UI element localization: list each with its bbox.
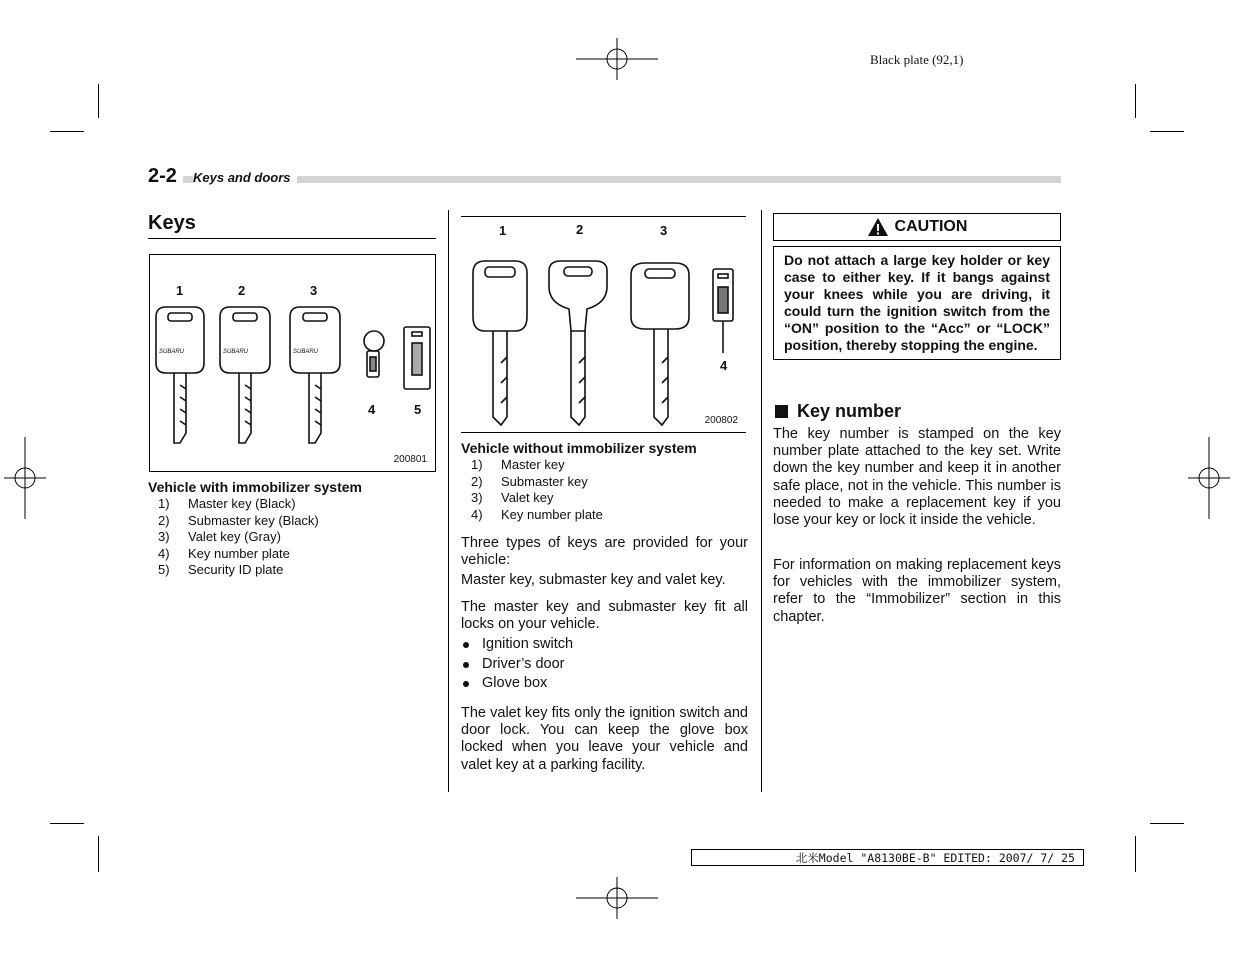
figure-keys-no-immobilizer xyxy=(461,216,746,433)
bullet-item: Ignition switch xyxy=(461,635,573,655)
caution-title: CAUTION xyxy=(894,218,968,235)
paragraph-key-number: The key number is stamped on the key number plate attached to the key set. Write down the key number and keep it in another safe place, not in the vehicle. This number is needed to make a replacement key if you lose your key or lock it inside the vehicle. xyxy=(773,426,1061,529)
list-item: 2) Submaster key (Black) xyxy=(158,512,319,528)
list-item: 3) Valet key xyxy=(471,490,554,505)
lock-bullet-list xyxy=(461,635,573,694)
fig2-label-2: 2 xyxy=(576,222,584,237)
paragraph-key-types: Three types of keys are provided for your vehicle: xyxy=(461,535,748,569)
svg-text:SUBARU: SUBARU xyxy=(293,349,319,355)
bullet-item: Glove box xyxy=(461,674,573,694)
key-list-immobilizer xyxy=(148,496,319,579)
svg-text:SUBARU: SUBARU xyxy=(223,349,249,355)
square-bullet-icon xyxy=(775,405,788,418)
registration-mark-bottom xyxy=(576,877,658,919)
list-item: 1) Master key (Black) xyxy=(158,496,296,511)
title-underline xyxy=(148,238,436,239)
fig1-label-3: 3 xyxy=(310,283,318,298)
fig1-label-5: 5 xyxy=(414,402,422,417)
svg-text:SUBARU: SUBARU xyxy=(159,349,185,355)
paragraph-replacement-keys: For information on making replacement keys for vehicles with the immobilizer system, refer to the “Immobilizer” section in this chapter. xyxy=(773,557,1061,625)
fig1-label-2: 2 xyxy=(238,283,246,298)
page-number: 2-2 xyxy=(148,164,183,188)
paragraph-key-list: Master key, submaster key and valet key. xyxy=(461,572,726,588)
caution-text: Do not attach a large key holder or key case to either key. If it bangs against your knees while you are driving, it could turn the ignition switch from the “ON” position to the “Acc” or “LOCK” position, thereby stopping the engine. xyxy=(773,246,1061,360)
section-title: Keys and doors xyxy=(193,170,297,186)
column-divider-1 xyxy=(448,210,449,792)
bullet-item: Driver’s door xyxy=(461,655,573,675)
paragraph-master-keys: The master key and submaster key fit all locks on your vehicle. xyxy=(461,599,748,633)
list-item: 2) Submaster key xyxy=(471,473,588,489)
fig2-label-3: 3 xyxy=(660,223,668,238)
list-item: 3) Valet key (Gray) xyxy=(158,529,281,544)
registration-mark-left xyxy=(4,437,46,519)
figure-code: 200801 xyxy=(393,454,427,465)
fig1-label-4: 4 xyxy=(368,402,376,417)
registration-mark-top xyxy=(576,38,658,80)
key-number-heading xyxy=(775,401,901,422)
list-item: 4) Key number plate xyxy=(158,545,290,561)
keys-illustration xyxy=(150,255,435,471)
list-item: 1) Master key xyxy=(471,457,565,472)
registration-mark-right xyxy=(1188,437,1230,519)
column-divider-2 xyxy=(761,210,762,792)
figure-keys-immobilizer xyxy=(149,254,436,472)
list-item: 5) Security ID plate xyxy=(158,562,284,577)
paragraph-valet-key: The valet key fits only the ignition switch and door lock. You can keep the glove box locked when you leave your vehicle and valet key at a parking facility. xyxy=(461,705,748,773)
figure-caption: Vehicle with immobilizer system xyxy=(148,479,362,495)
figure-caption-2: Vehicle without immobilizer system xyxy=(461,440,697,456)
page-title: Keys xyxy=(148,212,196,234)
figure-code-2: 200802 xyxy=(704,415,738,426)
warning-icon xyxy=(867,217,889,237)
key-number-title: Key number xyxy=(797,401,902,421)
fig2-label-4: 4 xyxy=(720,358,728,373)
caution-header xyxy=(773,213,1061,241)
key-list-no-immobilizer xyxy=(461,457,603,523)
fig2-label-1: 1 xyxy=(499,223,507,238)
plate-text: Black plate (92,1) xyxy=(870,52,964,67)
fig1-label-1: 1 xyxy=(176,283,184,298)
footer-edit-info: 北米Model "A8130BE-B" EDITED: 2007/ 7/ 25 xyxy=(691,849,1084,866)
list-item: 4) Key number plate xyxy=(471,506,603,522)
keys-illustration-2 xyxy=(461,217,746,432)
